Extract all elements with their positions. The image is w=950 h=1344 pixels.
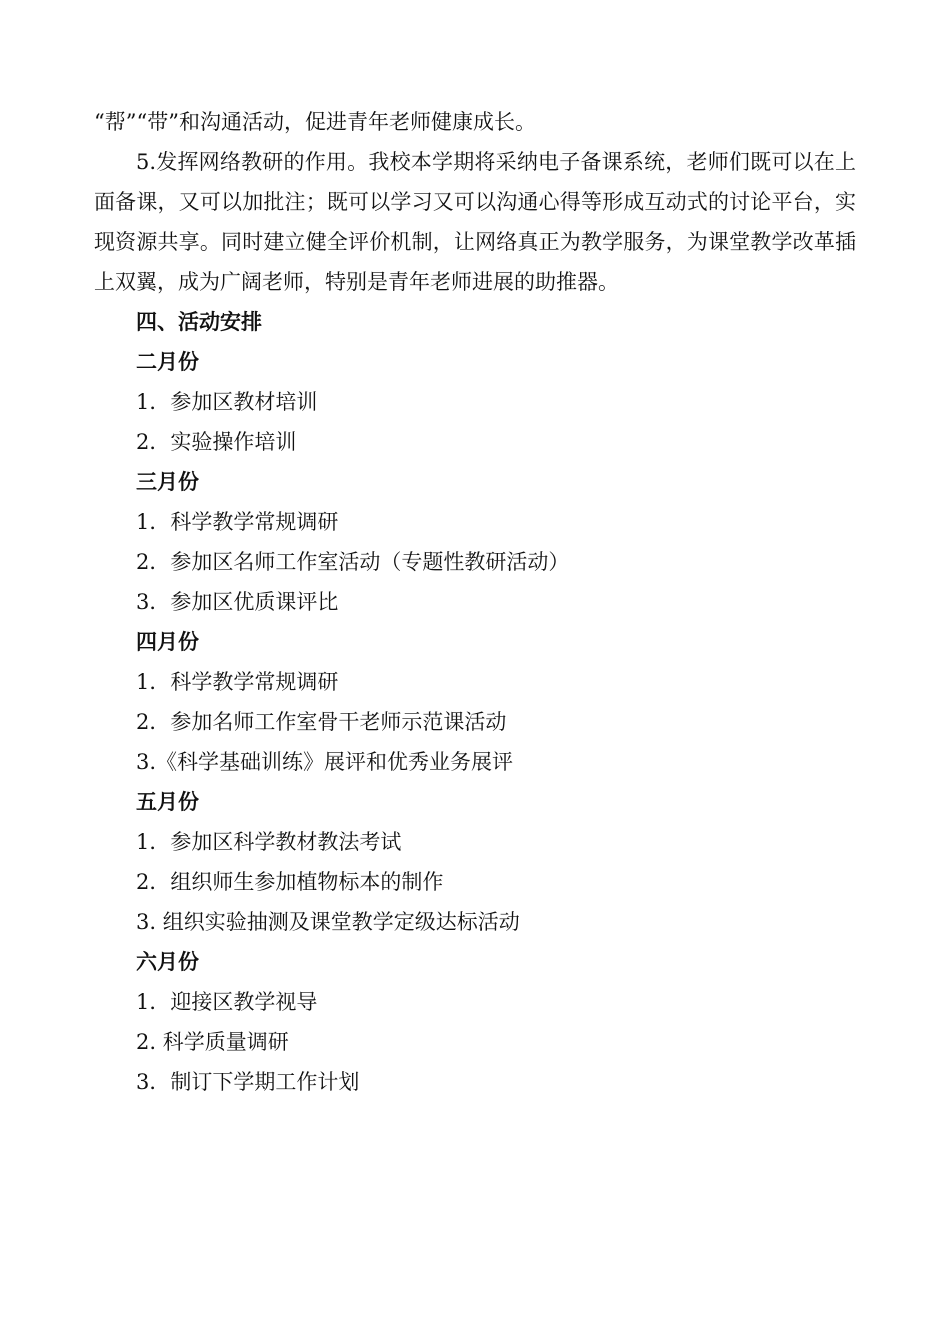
list-item: 3. 组织实验抽测及课堂教学定级达标活动 [136,910,520,934]
list-item: 3.《科学基础训练》展评和优秀业务展评 [136,750,514,774]
list-item: 1．迎接区教学视导 [136,990,318,1014]
list-item: 2．实验操作培训 [136,430,297,454]
list-item: 3．参加区优质课评比 [136,590,339,614]
list-item: 1．参加区科学教材教法考试 [136,830,402,854]
month-heading-may: 五月份 [136,789,199,814]
body-text [94,102,856,302]
month-heading-apr: 四月份 [136,629,199,654]
month-heading-mar: 三月份 [136,469,199,494]
month-heading-feb: 二月份 [136,349,199,374]
list-item: 2. 科学质量调研 [136,1030,289,1054]
list-item: 2．组织师生参加植物标本的制作 [136,870,444,894]
list-item: 1．参加区教材培训 [136,390,318,414]
month-heading-jun: 六月份 [136,949,199,974]
list-item: 1．科学教学常规调研 [136,670,339,694]
paragraph-network-research: 5.发挥网络教研的作用。我校本学期将采纳电子备课系统，老师们既可以在上面备课，又可以加批注；既可以学习又可以沟通心得等形成互动式的讨论平台，实现资源共享。同时建立健全评价机制，让网络真正为教学服务，为课堂教学改革插上双翼，成为广阔老师，特别是青年老师进展的助推器。 [94,150,856,294]
list-item: 3．制订下学期工作计划 [136,1070,360,1094]
paragraph-continuation: “帮”“带”和沟通活动，促进青年老师健康成长。 [94,110,536,134]
section-title: 四、活动安排 [136,309,262,334]
list-item: 2．参加名师工作室骨干老师示范课活动 [136,710,507,734]
list-item: 2．参加区名师工作室活动（专题性教研活动） [136,550,570,574]
activity-schedule [136,302,836,1102]
list-item: 1．科学教学常规调研 [136,510,339,534]
